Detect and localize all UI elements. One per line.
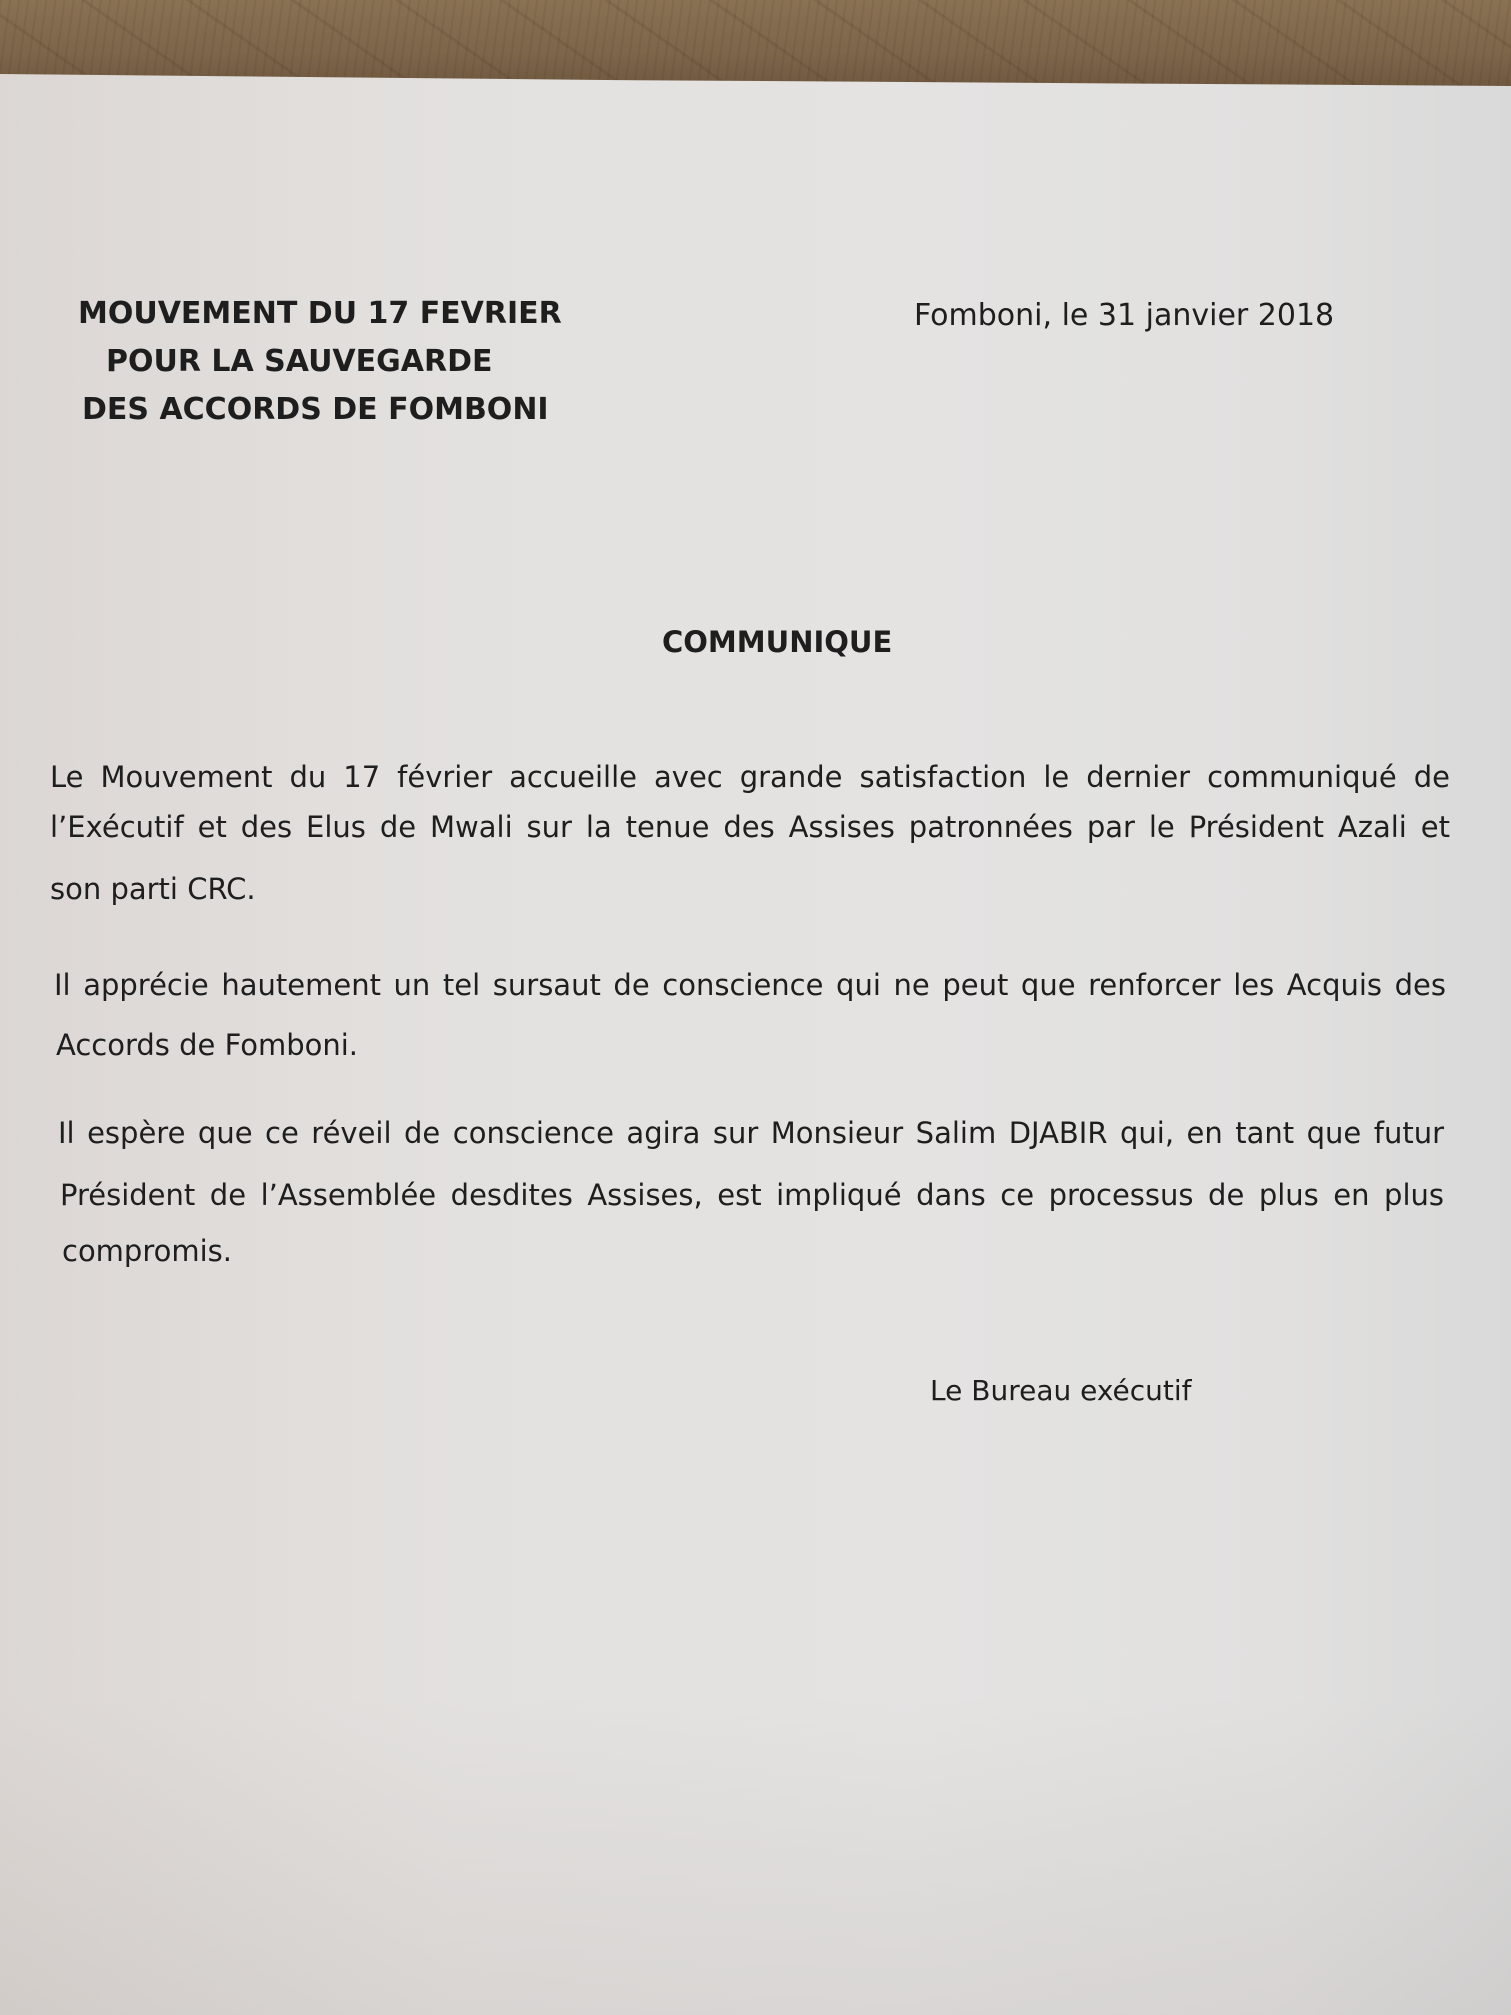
paragraph-line: Président de l’Assemblée desdites Assises, est impliqué dans ce processus de plus en plus <box>60 1178 1444 1212</box>
paragraph-line: Il espère que ce réveil de conscience agira sur Monsieur Salim DJABIR qui, en tant que futur <box>58 1116 1444 1150</box>
paragraph-line: l’Exécutif et des Elus de Mwali sur la tenue des Assises patronnées par le Président Azali et <box>50 810 1450 844</box>
header-line-1: MOUVEMENT DU 17 FEVRIER <box>78 296 562 331</box>
place-date: Fomboni, le 31 janvier 2018 <box>914 298 1335 333</box>
paragraph-line: Le Mouvement du 17 février accueille avec grande satisfaction le dernier communiqué de <box>50 760 1450 794</box>
paragraph-line: son parti CRC. <box>50 872 256 906</box>
header-line-2: POUR LA SAUVEGARDE <box>106 344 493 379</box>
paragraph-line: Accords de Fomboni. <box>56 1028 359 1062</box>
paragraph-line: compromis. <box>62 1234 233 1268</box>
document-title: COMMUNIQUE <box>662 625 893 659</box>
paragraph-line: Il apprécie hautement un tel sursaut de conscience qui ne peut que renforcer les Acquis des <box>54 968 1446 1002</box>
header-line-3: DES ACCORDS DE FOMBONI <box>82 392 549 427</box>
signature: Le Bureau exécutif <box>930 1374 1192 1407</box>
